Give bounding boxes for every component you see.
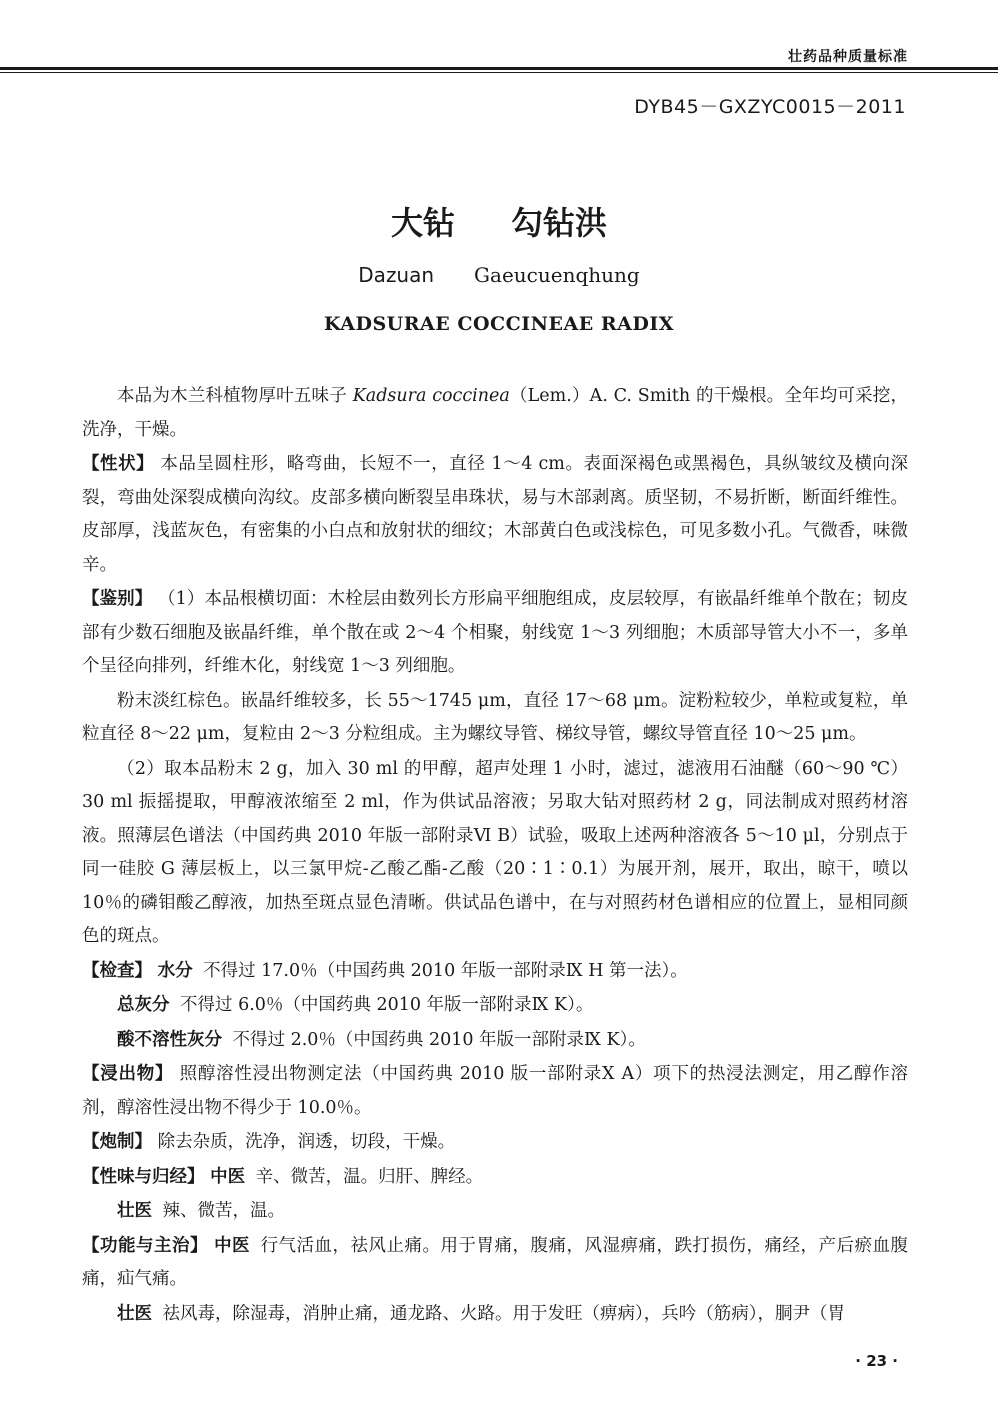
intro-text-tail: （Lem.）A. C. Smith 的干燥根。全年均可采挖，洗净，干燥。 xyxy=(82,386,908,440)
section-jianbie xyxy=(82,583,908,684)
section-label: 【功能与主治】 xyxy=(82,1235,208,1256)
water-label: 水分 xyxy=(157,960,193,981)
standard-code: DYB45－GXZYC0015－2011 xyxy=(634,96,906,118)
title-zhuang-name: Gaeucuenqhung xyxy=(474,263,640,287)
section-label: 【鉴别】 xyxy=(82,589,153,609)
section-jiancha xyxy=(82,955,908,989)
section-xingwei xyxy=(82,1161,908,1195)
section-gongneng xyxy=(82,1230,908,1297)
page-title xyxy=(0,198,998,244)
jiancha-ash xyxy=(82,989,908,1023)
water-text: 不得过 17.0％（中国药典 2010 年版一部附录Ⅸ H 第一法）。 xyxy=(203,960,688,981)
section-text: 照醇溶性浸出物测定法（中国药典 2010 版一部附录Ⅹ A）项下的热浸法测定，用乙醇作溶剂，醇溶性浸出物不得少于 10.0％。 xyxy=(82,1064,908,1118)
intro-paragraph xyxy=(82,380,908,447)
tcm-label: 中医 xyxy=(214,1235,251,1256)
section-text: 除去杂质，洗净，润透，切段，干燥。 xyxy=(157,1132,456,1152)
section-xingzhuang xyxy=(82,448,908,582)
monograph-body xyxy=(82,380,908,1332)
section-label: 【炮制】 xyxy=(82,1132,152,1152)
section-label: 【性状】 xyxy=(82,454,155,474)
jiancha-acid-ash xyxy=(82,1024,908,1058)
xingwei-zhuang xyxy=(82,1195,908,1229)
tcm-text: 辛、微苦，温。归肝、脾经。 xyxy=(255,1166,484,1187)
jianbie-tlc: （2）取本品粉末 2 g，加入 30 ml 的甲醇，超声处理 1 小时，滤过，滤液用石油醚（60～90 ℃）30 ml 振摇提取，甲醇液浓缩至 2 ml，作为供试品溶液；另取大钻对照药材 2 g，同法制成对照药材溶液。照薄层色谱法（中国药典 2010 年版一部附录Ⅵ B）试验，吸取上述两种溶液各 5～10 μl，分别点于同一硅胶 G 薄层板上，以三氯甲烷-乙酸乙酯-乙酸（20∶1∶0.1）为展开剂，展开，取出，晾干，喷以 10％的磷钼酸乙醇液，加热至斑点显色清晰。供试品色谱中，在与对照药材色谱相应的位置上，显相同颜色的斑点。 xyxy=(82,758,908,946)
ash-label: 总灰分 xyxy=(117,995,170,1015)
header-rule-thin xyxy=(0,72,998,73)
page-number: · 23 · xyxy=(855,1352,898,1370)
zhuang-label: 壮医 xyxy=(117,1303,152,1324)
ash-text: 不得过 6.0％（中国药典 2010 年版一部附录Ⅸ K）。 xyxy=(180,995,594,1015)
gongneng-zhuang xyxy=(82,1298,908,1332)
latin-species-name: Kadsura coccinea xyxy=(352,386,510,406)
zhuang-label: 壮医 xyxy=(117,1201,152,1221)
intro-text: 本品为木兰科植物厚叶五味子 xyxy=(117,386,347,406)
section-text: （1）本品根横切面：木栓层由数列长方形扁平细胞组成，皮层较厚，有嵌晶纤维单个散在；韧皮部有少数石细胞及嵌晶纤维，单个散在或 2～4 个相聚，射线宽 1～3 列细胞；木质部导管大小不一，多单个呈径向排列，纤维木化，射线宽 1～3 列细胞。 xyxy=(82,589,908,676)
acid-ash-label: 酸不溶性灰分 xyxy=(117,1029,222,1050)
jianbie-powder: 粉末淡红棕色。嵌晶纤维较多，长 55～1745 μm，直径 17～68 μm。淀粉粒较少，单粒或复粒，单粒直径 8～22 μm，复粒由 2～3 分粒组成。主为螺纹导管、梯纹导管，螺纹导管直径 10～25 μm。 xyxy=(82,690,908,744)
title-romanized xyxy=(0,263,998,287)
running-header: 壮药品种质量标准 xyxy=(788,49,908,65)
tcm-label: 中医 xyxy=(210,1166,246,1187)
header-rule-thick xyxy=(0,67,998,70)
tcm-text: 行气活血，祛风止痛。用于胃痛，腹痛，风湿痹痛，跌打损伤，痛经，产后瘀血腹痛，疝气痛。 xyxy=(82,1235,908,1289)
section-label: 【浸出物】 xyxy=(82,1064,174,1084)
zhuang-text: 祛风毒，除湿毒，消肿止痛，通龙路、火路。用于发旺（痹病），兵吟（筋病），胴尹（胃 xyxy=(162,1303,845,1324)
section-text: 本品呈圆柱形，略弯曲，长短不一，直径 1～4 cm。表面深褐色或黑褐色，具纵皱纹及横向深裂，弯曲处深裂成横向沟纹。皮部多横向断裂呈串珠状，易与木部剥离。质坚韧，不易折断，断面纤维性。皮部厚，浅蓝灰色，有密集的小白点和放射状的细纹；木部黄白色或浅棕色，可见多数小孔。气微香，味微辛。 xyxy=(82,454,908,575)
section-paozhi xyxy=(82,1126,908,1160)
section-jinchuwu xyxy=(82,1058,908,1125)
title-zhuang-chinese: 勾钻洪 xyxy=(511,204,608,242)
section-label: 【检查】 xyxy=(82,960,152,981)
acid-ash-text: 不得过 2.0％（中国药典 2010 年版一部附录Ⅸ K）。 xyxy=(232,1029,646,1050)
section-label: 【性味与归经】 xyxy=(82,1166,205,1187)
zhuang-text: 辣、微苦，温。 xyxy=(162,1201,285,1221)
title-pinyin: Dazuan xyxy=(358,263,435,287)
title-chinese: 大钻 xyxy=(390,204,455,242)
title-latin: KADSURAE COCCINEAE RADIX xyxy=(323,313,674,335)
